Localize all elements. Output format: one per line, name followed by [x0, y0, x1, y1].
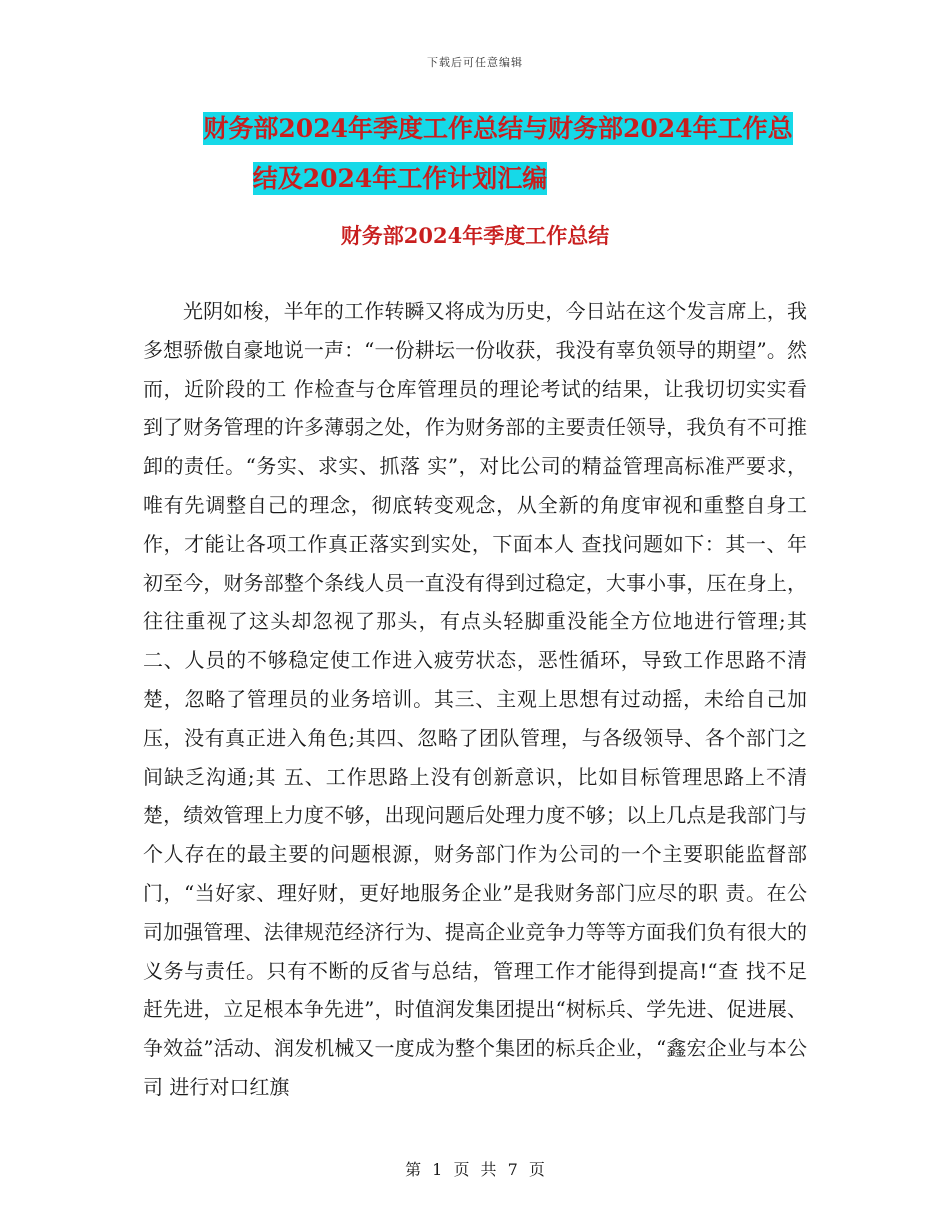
document-title: [0, 104, 950, 204]
document-title-line-1: [0, 104, 950, 154]
document-title-line-2: [0, 154, 950, 204]
body-paragraph: 光阴如梭，半年的工作转瞬又将成为历史，今日站在这个发言席上，我多想骄傲自豪地说一声：“一份耕坛一份收获，我没有辜负领导的期望”。然而，近阶段的工 作检查与仓库管理员的理论考试的结果，让我切切实实看到了财务管理的许多薄弱之处，作为财务部的主要责任领导，我负有不可推卸的责任。“务实、求实、抓落 实”，对比公司的精益管理高标准严要求，唯有先调整自己的理念，彻底转变观念，从全新的角度审视和重整自身工作，才能让各项工作真正落实到实处，下面本人 查找问题如下：其一、年初至今，财务部整个条线人员一直没有得到过稳定，大事小事，压在身上，往往重视了这头却忽视了那头，有点头轻脚重没能全方位地进行管理;其二、人员的不够稳定使工作进入疲劳状态，恶性循环，导致工作思路不清楚，忽略了管理员的业务培训。其三、主观上思想有过动摇，未给自己加压，没有真正进入角色;其四、忽略了团队管理，与各级领导、各个部门之间缺乏沟通;其 五、工作思路上没有创新意识，比如目标管理思路上不清楚，绩效管理上力度不够，出现问题后处理力度不够；以上几点是我部门与个人存在的最主要的问题根源，财务部门作为公司的一个主要职能监督部门，“当好家、理好财，更好地服务企业”是我财务部门应尽的职 责。在公司加强管理、法律规范经济行为、提高企业竞争力等等方面我们负有很大的义务与责任。只有不断的反省与总结，管理工作才能得到提高!“查 找不足赶先进，立足根本争先进”，时值润发集团提出“树标兵、学先进、促进展、争效益”活动、润发机械又一度成为整个集团的标兵企业，“鑫宏企业与本公司 进行对口红旗: [143, 299, 807, 1099]
page-header-note: 下载后可任意编辑: [427, 56, 523, 69]
page-footer: 第 1 页 共 7 页: [405, 1160, 545, 1179]
title-highlight-2: 结及2024年工作计划汇编: [252, 164, 548, 193]
section-title: 财务部2024年季度工作总结: [340, 223, 610, 248]
title-highlight-1: 财务部2024年季度工作总结与财务部2024年工作总: [203, 114, 793, 143]
